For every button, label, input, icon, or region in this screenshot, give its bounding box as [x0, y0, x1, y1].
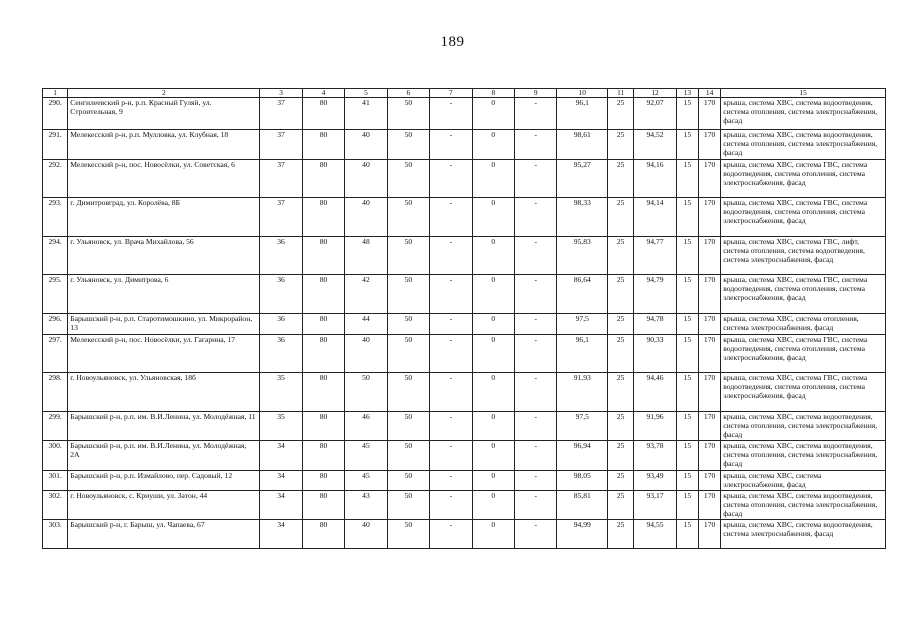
- cell-address: г. Ульяновск, ул. Врача Михайлова, 56: [68, 237, 260, 275]
- cell-c14: 170: [698, 471, 720, 491]
- cell-works: крыша, система ХВС, система водоотведения, система электроснабжения, фасад: [721, 520, 886, 549]
- cell-c6: 50: [387, 275, 429, 314]
- cell-c3: 36: [260, 237, 302, 275]
- column-header: 7: [430, 89, 472, 98]
- cell-c12: 93,49: [634, 471, 676, 491]
- cell-c11: 25: [608, 98, 634, 130]
- table-row: [43, 160, 886, 198]
- table-row: [43, 335, 886, 373]
- cell-c6: 50: [387, 491, 429, 520]
- cell-num: 295.: [43, 275, 68, 314]
- cell-c8: 0: [472, 98, 514, 130]
- cell-c9: -: [515, 373, 557, 412]
- table-row: [43, 275, 886, 314]
- column-header: 12: [634, 89, 676, 98]
- cell-c6: 50: [387, 471, 429, 491]
- cell-c12: 92,07: [634, 98, 676, 130]
- cell-c5: 50: [345, 373, 387, 412]
- cell-num: 301.: [43, 471, 68, 491]
- cell-c11: 25: [608, 335, 634, 373]
- cell-c5: 44: [345, 314, 387, 335]
- cell-c3: 36: [260, 335, 302, 373]
- cell-c11: 25: [608, 130, 634, 160]
- cell-address: Барышский р-н, р.п. им. В.И.Ленина, ул. Молодёжная, 11: [68, 412, 260, 441]
- column-header: 2: [68, 89, 260, 98]
- cell-c7: -: [430, 198, 472, 237]
- table-row: [43, 520, 886, 549]
- cell-c8: 0: [472, 275, 514, 314]
- cell-c11: 25: [608, 314, 634, 335]
- cell-c13: 15: [676, 471, 698, 491]
- cell-c3: 34: [260, 491, 302, 520]
- cell-c14: 170: [698, 520, 720, 549]
- cell-c9: -: [515, 491, 557, 520]
- table-header: [43, 89, 886, 98]
- cell-address: Мелекесский р-н, пос. Новосёлки, ул. Советская, 6: [68, 160, 260, 198]
- table-body: [43, 98, 886, 549]
- cell-c13: 15: [676, 491, 698, 520]
- cell-works: крыша, система ХВС, система ГВС, система водоотведения, система отопления, система электроснабжения, фасад: [721, 198, 886, 237]
- cell-c10: 98,05: [557, 471, 608, 491]
- cell-c5: 45: [345, 441, 387, 471]
- cell-c8: 0: [472, 491, 514, 520]
- cell-num: 291.: [43, 130, 68, 160]
- cell-c12: 93,78: [634, 441, 676, 471]
- cell-num: 300.: [43, 441, 68, 471]
- cell-c3: 37: [260, 98, 302, 130]
- column-header: 9: [515, 89, 557, 98]
- cell-c14: 170: [698, 412, 720, 441]
- cell-c6: 50: [387, 160, 429, 198]
- cell-c14: 170: [698, 237, 720, 275]
- cell-c6: 50: [387, 441, 429, 471]
- cell-c3: 36: [260, 314, 302, 335]
- cell-c11: 25: [608, 491, 634, 520]
- cell-c3: 37: [260, 198, 302, 237]
- cell-c9: -: [515, 98, 557, 130]
- cell-c14: 170: [698, 275, 720, 314]
- cell-c5: 40: [345, 160, 387, 198]
- page-number: 189: [440, 34, 465, 50]
- cell-c9: -: [515, 160, 557, 198]
- cell-c5: 40: [345, 198, 387, 237]
- cell-address: Мелекесский р-н, р.п. Мулловка, ул. Клубная, 18: [68, 130, 260, 160]
- cell-num: 303.: [43, 520, 68, 549]
- cell-c7: -: [430, 160, 472, 198]
- cell-c10: 98,33: [557, 198, 608, 237]
- cell-c4: 80: [302, 160, 344, 198]
- cell-c10: 85,81: [557, 491, 608, 520]
- cell-c12: 94,78: [634, 314, 676, 335]
- cell-c4: 80: [302, 412, 344, 441]
- cell-c14: 170: [698, 130, 720, 160]
- cell-c3: 34: [260, 471, 302, 491]
- cell-works: крыша, система ХВС, система отопления, система электроснабжения, фасад: [721, 314, 886, 335]
- cell-c8: 0: [472, 471, 514, 491]
- cell-c4: 80: [302, 314, 344, 335]
- column-header: 8: [472, 89, 514, 98]
- cell-c8: 0: [472, 130, 514, 160]
- cell-num: 297.: [43, 335, 68, 373]
- cell-c3: 35: [260, 373, 302, 412]
- column-header: 5: [345, 89, 387, 98]
- cell-c7: -: [430, 491, 472, 520]
- cell-address: Барышский р-н, р.п. Измайлово, пер. Садовый, 12: [68, 471, 260, 491]
- cell-c3: 34: [260, 520, 302, 549]
- cell-c4: 80: [302, 130, 344, 160]
- cell-c9: -: [515, 198, 557, 237]
- cell-c9: -: [515, 520, 557, 549]
- table-row: [43, 130, 886, 160]
- cell-c4: 80: [302, 471, 344, 491]
- cell-c8: 0: [472, 314, 514, 335]
- cell-works: крыша, система ХВС, система ГВС, система водоотведения, система отопления, система электроснабжения, фасад: [721, 373, 886, 412]
- cell-address: Барышский р-н, г. Барыш, ул. Чапаева, 67: [68, 520, 260, 549]
- cell-c3: 35: [260, 412, 302, 441]
- cell-c7: -: [430, 130, 472, 160]
- cell-c8: 0: [472, 373, 514, 412]
- cell-c5: 45: [345, 471, 387, 491]
- cell-c4: 80: [302, 520, 344, 549]
- cell-c13: 15: [676, 160, 698, 198]
- cell-works: крыша, система ХВС, система водоотведения, система отопления, система электроснабжения, фасад: [721, 130, 886, 160]
- cell-c5: 40: [345, 520, 387, 549]
- cell-c13: 15: [676, 98, 698, 130]
- cell-c9: -: [515, 471, 557, 491]
- cell-num: 299.: [43, 412, 68, 441]
- cell-address: Мелекесский р-н, пос. Новосёлки, ул. Гагарина, 17: [68, 335, 260, 373]
- cell-c10: 97,5: [557, 314, 608, 335]
- cell-c14: 170: [698, 98, 720, 130]
- cell-c12: 94,46: [634, 373, 676, 412]
- cell-c8: 0: [472, 335, 514, 373]
- cell-c13: 15: [676, 275, 698, 314]
- cell-c14: 170: [698, 441, 720, 471]
- cell-c4: 80: [302, 198, 344, 237]
- cell-c4: 80: [302, 373, 344, 412]
- table-row: [43, 198, 886, 237]
- column-header: 4: [302, 89, 344, 98]
- cell-c14: 170: [698, 491, 720, 520]
- cell-c10: 95,27: [557, 160, 608, 198]
- register-table: [42, 88, 886, 549]
- cell-c7: -: [430, 335, 472, 373]
- cell-c14: 170: [698, 198, 720, 237]
- cell-c7: -: [430, 441, 472, 471]
- cell-c10: 98,61: [557, 130, 608, 160]
- cell-c10: 95,83: [557, 237, 608, 275]
- cell-c10: 86,64: [557, 275, 608, 314]
- cell-c14: 170: [698, 335, 720, 373]
- cell-c4: 80: [302, 441, 344, 471]
- cell-c6: 50: [387, 130, 429, 160]
- table-row: [43, 314, 886, 335]
- cell-c7: -: [430, 98, 472, 130]
- cell-c5: 40: [345, 130, 387, 160]
- cell-c4: 80: [302, 491, 344, 520]
- column-header: 13: [676, 89, 698, 98]
- cell-works: крыша, система ХВС, система водоотведения, система отопления, система электроснабжения, фасад: [721, 441, 886, 471]
- cell-c12: 94,55: [634, 520, 676, 549]
- cell-c5: 46: [345, 412, 387, 441]
- cell-c11: 25: [608, 275, 634, 314]
- table-row: [43, 412, 886, 441]
- cell-c7: -: [430, 314, 472, 335]
- table-row: [43, 491, 886, 520]
- cell-c6: 50: [387, 412, 429, 441]
- cell-address: Барышский р-н, р.п. Старотимошкино, ул. Микрорайон, 13: [68, 314, 260, 335]
- cell-c14: 170: [698, 160, 720, 198]
- cell-c6: 50: [387, 335, 429, 373]
- cell-c13: 15: [676, 412, 698, 441]
- cell-c5: 41: [345, 98, 387, 130]
- table-row: [43, 373, 886, 412]
- cell-works: крыша, система ХВС, система водоотведения, система отопления, система электроснабжения, фасад: [721, 412, 886, 441]
- cell-c9: -: [515, 275, 557, 314]
- cell-c4: 80: [302, 98, 344, 130]
- cell-c9: -: [515, 441, 557, 471]
- cell-c12: 94,79: [634, 275, 676, 314]
- cell-address: г. Новоульяновск, ул. Ульяновская, 18б: [68, 373, 260, 412]
- cell-works: крыша, система ХВС, система водоотведения, система отопления, система электроснабжения, фасад: [721, 491, 886, 520]
- cell-c7: -: [430, 275, 472, 314]
- cell-num: 294.: [43, 237, 68, 275]
- cell-c9: -: [515, 237, 557, 275]
- cell-c13: 15: [676, 335, 698, 373]
- cell-c12: 94,14: [634, 198, 676, 237]
- column-header: 14: [698, 89, 720, 98]
- cell-c7: -: [430, 520, 472, 549]
- cell-c5: 48: [345, 237, 387, 275]
- column-header: 1: [43, 89, 68, 98]
- cell-c5: 43: [345, 491, 387, 520]
- header-row: [43, 89, 886, 98]
- cell-c4: 80: [302, 335, 344, 373]
- cell-c11: 25: [608, 441, 634, 471]
- cell-c11: 25: [608, 520, 634, 549]
- cell-c11: 25: [608, 412, 634, 441]
- cell-c12: 94,77: [634, 237, 676, 275]
- cell-c6: 50: [387, 98, 429, 130]
- cell-address: Сенгилеевский р-н, р.п. Красный Гуляй, ул. Строительная, 9: [68, 98, 260, 130]
- cell-address: г. Ульяновск, ул. Димитрова, 6: [68, 275, 260, 314]
- cell-num: 290.: [43, 98, 68, 130]
- cell-c10: 96,94: [557, 441, 608, 471]
- cell-c9: -: [515, 412, 557, 441]
- cell-c7: -: [430, 373, 472, 412]
- cell-c12: 94,16: [634, 160, 676, 198]
- table-row: [43, 471, 886, 491]
- table-row: [43, 441, 886, 471]
- cell-c8: 0: [472, 198, 514, 237]
- cell-works: крыша, система ХВС, система ГВС, лифт, система отопления, система водоотведения, система электроснабжения, фасад: [721, 237, 886, 275]
- cell-works: крыша, система ХВС, система ГВС, система водоотведения, система отопления, система электроснабжения, фасад: [721, 160, 886, 198]
- cell-c9: -: [515, 335, 557, 373]
- column-header: 11: [608, 89, 634, 98]
- cell-c3: 36: [260, 275, 302, 314]
- cell-address: г. Димитровград, ул. Королёва, 8Б: [68, 198, 260, 237]
- cell-c7: -: [430, 471, 472, 491]
- cell-c10: 94,99: [557, 520, 608, 549]
- cell-c12: 91,96: [634, 412, 676, 441]
- column-header: 15: [721, 89, 886, 98]
- cell-num: 292.: [43, 160, 68, 198]
- column-header: 3: [260, 89, 302, 98]
- cell-c14: 170: [698, 314, 720, 335]
- cell-c13: 15: [676, 373, 698, 412]
- cell-c3: 37: [260, 160, 302, 198]
- cell-c7: -: [430, 237, 472, 275]
- cell-c6: 50: [387, 314, 429, 335]
- cell-c9: -: [515, 314, 557, 335]
- cell-c10: 96,1: [557, 98, 608, 130]
- cell-c14: 170: [698, 373, 720, 412]
- cell-c10: 97,5: [557, 412, 608, 441]
- cell-works: крыша, система ХВС, система ГВС, система водоотведения, система отопления, система электроснабжения, фасад: [721, 335, 886, 373]
- cell-works: крыша, система ХВС, система водоотведения, система отопления, система электроснабжения, фасад: [721, 98, 886, 130]
- column-header: 10: [557, 89, 608, 98]
- cell-c6: 50: [387, 520, 429, 549]
- cell-c10: 91,93: [557, 373, 608, 412]
- cell-c5: 42: [345, 275, 387, 314]
- cell-works: крыша, система ХВС, система электроснабжения, фасад: [721, 471, 886, 491]
- cell-c11: 25: [608, 237, 634, 275]
- cell-c8: 0: [472, 237, 514, 275]
- cell-c4: 80: [302, 275, 344, 314]
- cell-c4: 80: [302, 237, 344, 275]
- cell-c3: 37: [260, 130, 302, 160]
- cell-c11: 25: [608, 373, 634, 412]
- cell-num: 296.: [43, 314, 68, 335]
- cell-c8: 0: [472, 160, 514, 198]
- cell-address: г. Новоульяновск, с. Криуши, ул. Затон, 44: [68, 491, 260, 520]
- cell-c13: 15: [676, 441, 698, 471]
- cell-c13: 15: [676, 237, 698, 275]
- column-header: 6: [387, 89, 429, 98]
- cell-c8: 0: [472, 412, 514, 441]
- cell-c6: 50: [387, 373, 429, 412]
- cell-c11: 25: [608, 198, 634, 237]
- cell-c11: 25: [608, 160, 634, 198]
- cell-num: 293.: [43, 198, 68, 237]
- cell-works: крыша, система ХВС, система ГВС, система водоотведения, система отопления, система электроснабжения, фасад: [721, 275, 886, 314]
- cell-c12: 93,17: [634, 491, 676, 520]
- cell-c13: 15: [676, 198, 698, 237]
- cell-c8: 0: [472, 441, 514, 471]
- cell-c12: 90,33: [634, 335, 676, 373]
- cell-c5: 40: [345, 335, 387, 373]
- cell-c11: 25: [608, 471, 634, 491]
- cell-address: Барышский р-н, р.п. им. В.И.Ленина, ул. Молодёжная, 2А: [68, 441, 260, 471]
- cell-c13: 15: [676, 130, 698, 160]
- table-row: [43, 98, 886, 130]
- cell-num: 302.: [43, 491, 68, 520]
- cell-c12: 94,52: [634, 130, 676, 160]
- cell-c13: 15: [676, 520, 698, 549]
- cell-num: 298.: [43, 373, 68, 412]
- cell-c7: -: [430, 412, 472, 441]
- cell-c3: 34: [260, 441, 302, 471]
- cell-c6: 50: [387, 198, 429, 237]
- cell-c9: -: [515, 130, 557, 160]
- cell-c6: 50: [387, 237, 429, 275]
- cell-c13: 15: [676, 314, 698, 335]
- cell-c10: 96,1: [557, 335, 608, 373]
- cell-c8: 0: [472, 520, 514, 549]
- table-row: [43, 237, 886, 275]
